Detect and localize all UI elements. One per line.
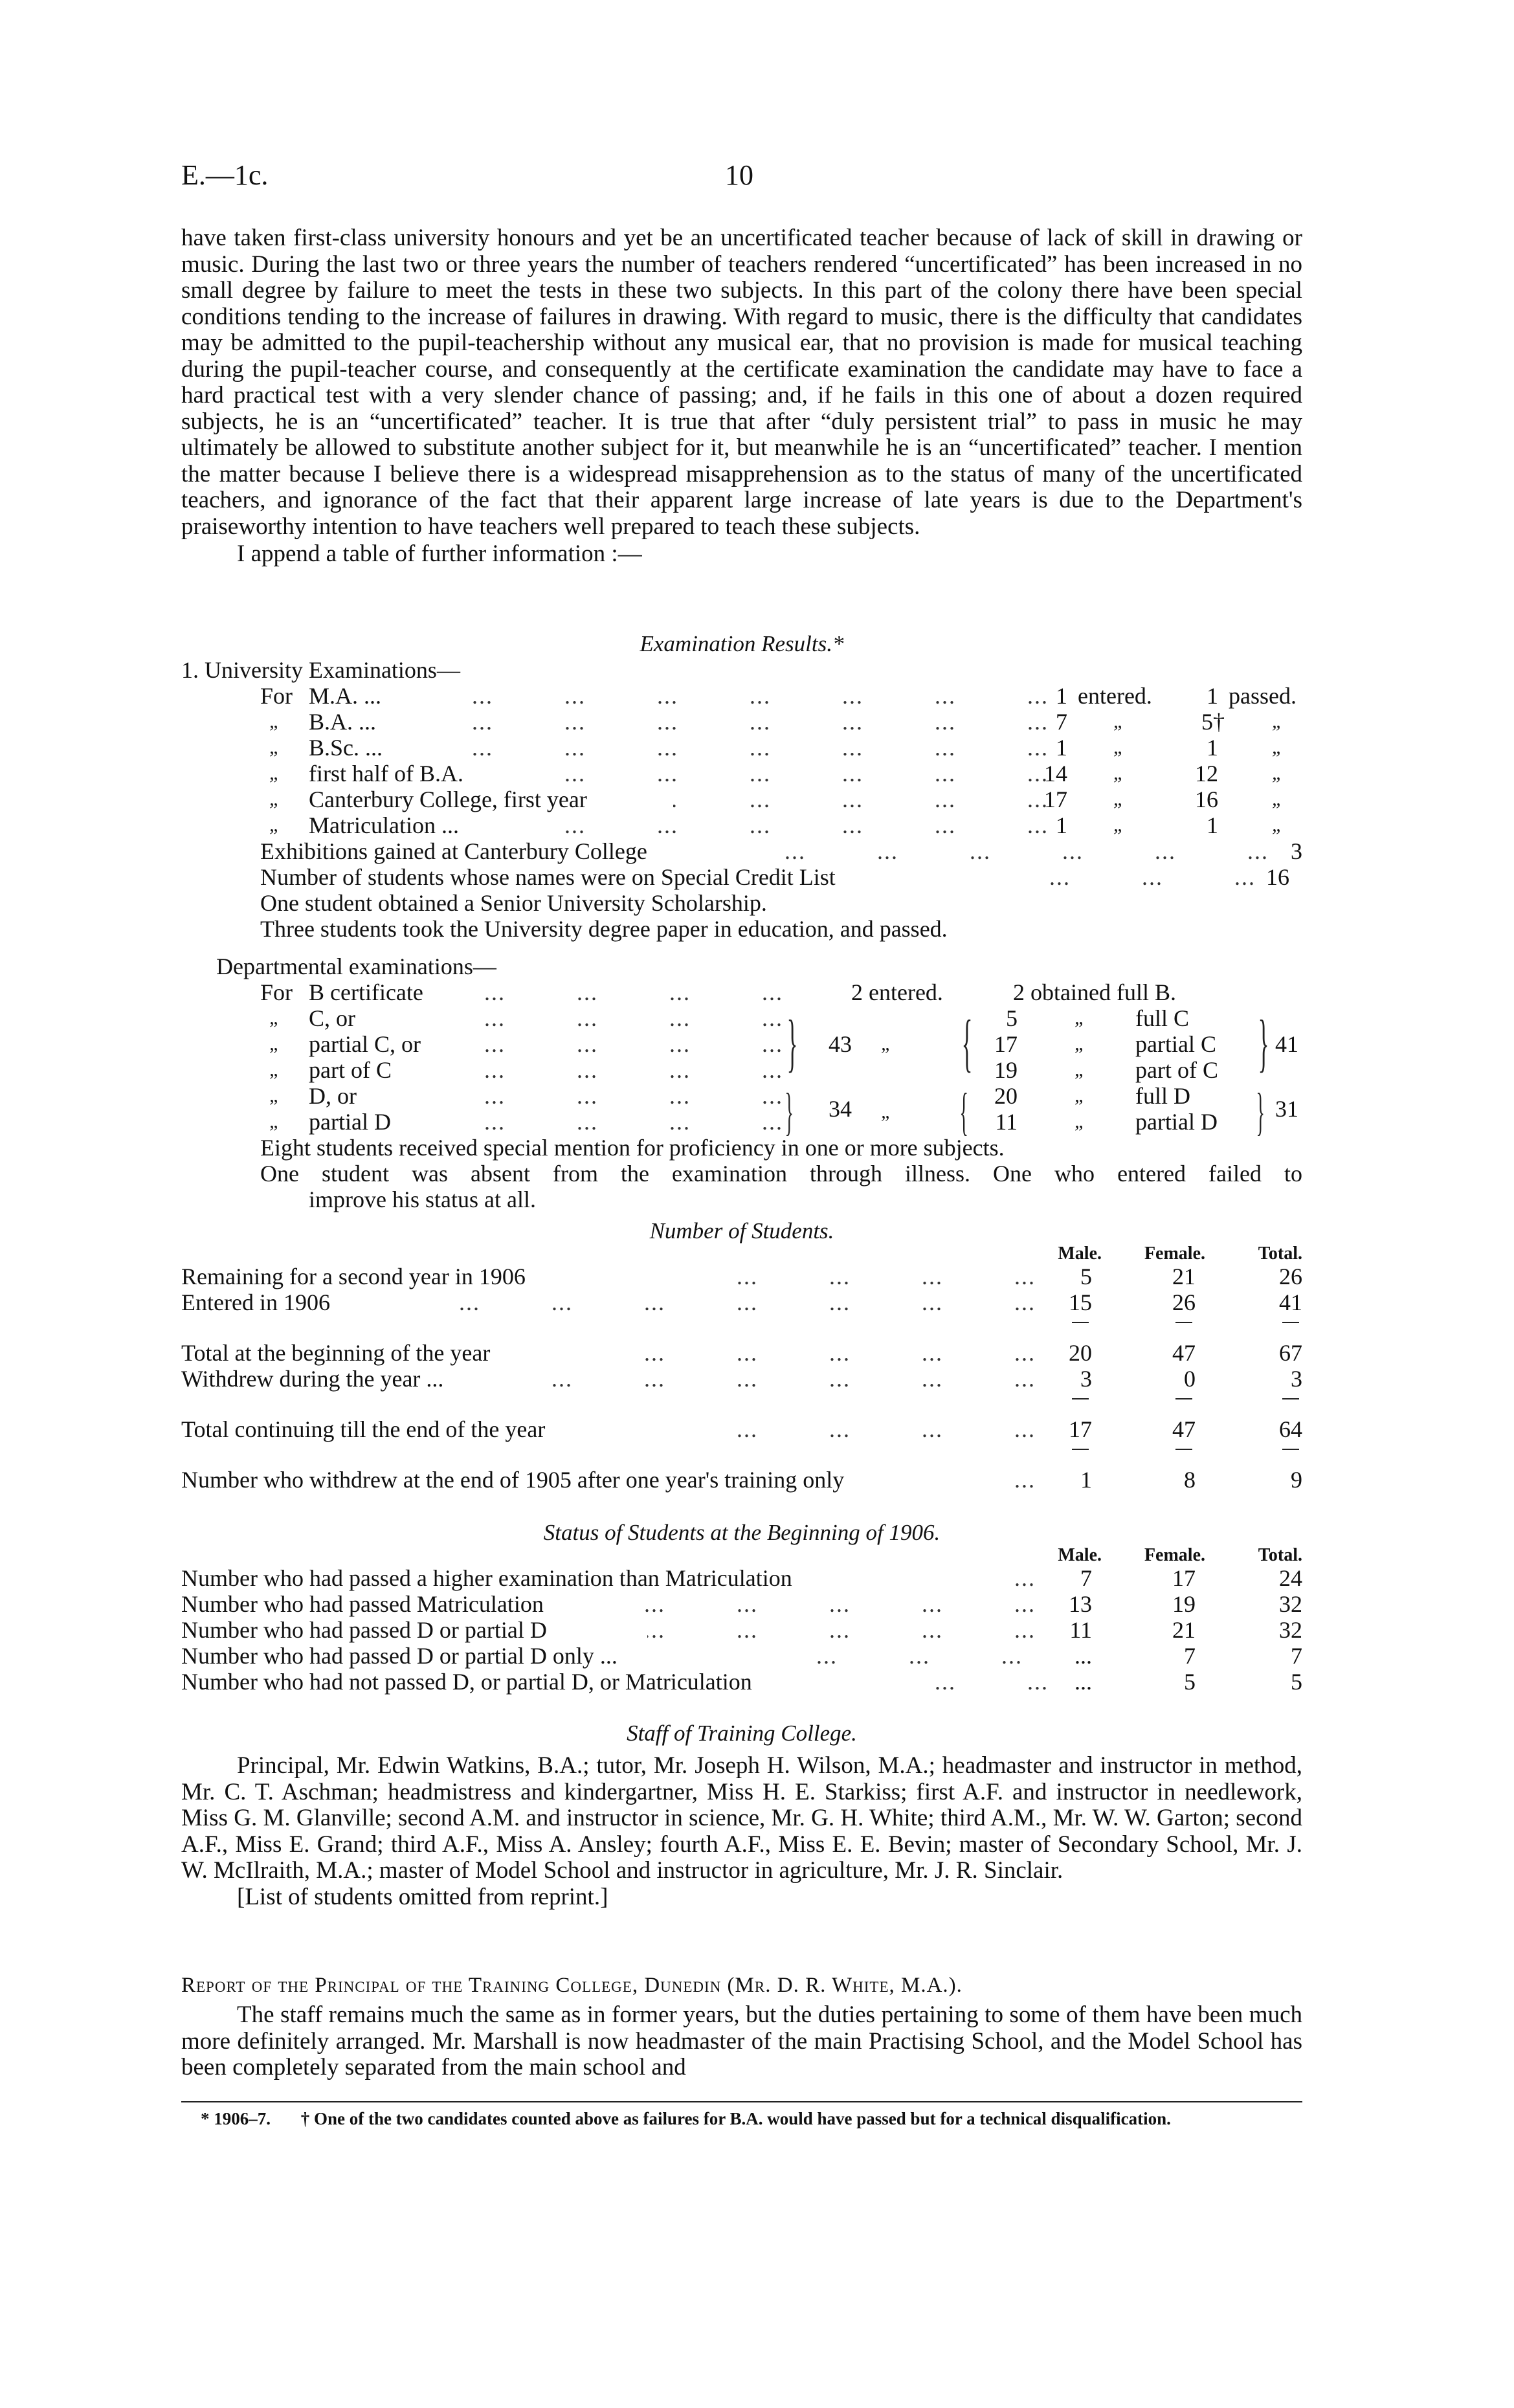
right-brace: } <box>1258 1007 1269 1078</box>
body-section <box>181 225 1302 568</box>
separator-dashes <box>181 1392 1302 1416</box>
intro-paragraph: have taken first-class university honours and yet be an uncertificated teacher because of lack of skill in drawing or music. During the last two or three years the number of teachers rendered “uncertificated” has been increased in no small degree by failure to meet the tests in these two subjects. In this part of the colony there have been special conditions tending to the increase of failures in drawing. With regard to music, there is the difficulty that candidates may be admitted to the pupil-teachership without any musical ear, that no provision is made for musical teaching during the pupil-teacher course, and consequently at the certificate examination the candidate may have to face a hard practical test with a very slender chance of passing; and, if he fails in this one of about a dozen required subjects, he is an “uncertificated” teacher. It is true that after “duly persistent trial” to pass in music he may ultimately be allowed to substitute another subject for it, but meanwhile he is an “uncertificated” teacher. I mention the matter because I believe there is a widespread misapprehension as to the status of many of the uncertificated teachers, and ignorance of the fact that their apparent large increase of late years is due to the Department's praiseworthy intention to have teachers well prepared to teach these subjects. <box>181 225 1302 540</box>
exam-results-title: Examination Results.* <box>640 631 844 656</box>
dept-note: improve his status at all. <box>309 1187 536 1212</box>
table-row: Entered in 1906 ... 15 26 41 <box>181 1289 1302 1315</box>
c-total: 41 <box>1275 1031 1298 1057</box>
right-brace: } <box>1256 1084 1265 1141</box>
d-total: 31 <box>1275 1096 1298 1122</box>
table-row: Withdrew during the year ... ... 3 0 3 <box>181 1366 1302 1392</box>
special-credit-row: Number of students whose names were on Special Credit List ... 16 <box>181 864 1302 890</box>
table-row: Number who had passed a higher examination than Matriculation ... 7 17 24 <box>181 1565 1302 1591</box>
note: One student obtained a Senior University Scholarship. <box>260 890 767 916</box>
append-line: I append a table of further information :— <box>237 541 642 567</box>
table-title: Number of Students. <box>649 1218 834 1243</box>
staff-title: Staff of Training College. <box>627 1721 857 1746</box>
dept-note: Eight students received special mention for proficiency in one or more subjects. <box>260 1135 1005 1161</box>
page-number: 10 <box>725 159 753 191</box>
footnote-star: * 1906–7. <box>201 2109 271 2128</box>
exhibitions-row: Exhibitions gained at Canterbury College ... 3 <box>181 838 1302 864</box>
c-entered: 43 <box>829 1031 852 1057</box>
examination-results <box>181 631 1302 1212</box>
university-row: „ B.Sc. ... ... 1 „ 1 „ <box>181 735 1302 761</box>
report-paragraph: The staff remains much the same as in former years, but the duties pertaining to some of them have been much more definitely arranged. Mr. Marshall is now headmaster of the main Practising School, and the Model School has been completely separated from the main school and <box>181 2001 1302 2080</box>
omitted-note: [List of students omitted from reprint.] <box>237 1883 608 1910</box>
table-row: Remaining for a second year in 1906 ... 5 21 26 <box>181 1264 1302 1289</box>
table-row: Number who had passed D or partial D only ... ... ... 7 7 <box>181 1643 1302 1669</box>
university-row: „ first half of B.A. ... 14 „ 12 „ <box>181 761 1302 786</box>
footnote-rule <box>181 2101 1302 2102</box>
table-row: Number who had not passed D, or partial D, or Matriculation ... ... 5 5 <box>181 1669 1302 1695</box>
number-of-students-table: Number of Students. Male. Female. Total. Remaining for a second year in 1906 ... 5 21 26 Entered in 1906 ... 15 26 41 Total at the beginning of the year ... 20 47 67 Withdrew during the year ... ... 3 0 3 Total continuing till the end of the year ... 17 47 64 Number who withdrew at the end of 1905 after one year's training only ... 1 8 9 <box>181 1218 1302 1493</box>
note: Three students took the University degree paper in education, and passed. <box>260 916 948 942</box>
series-code: E.—1c. <box>181 159 269 191</box>
university-row: „ Matriculation ... ... 1 „ 1 „ <box>181 812 1302 838</box>
report-section <box>181 1971 1302 2081</box>
university-heading: 1. University Examinations— <box>181 657 460 683</box>
table-row: Number who had passed Matriculation ... 13 19 32 <box>181 1591 1302 1617</box>
right-brace: } <box>786 1007 798 1078</box>
university-row: „ Canterbury College, first year ... 17 „ 16 „ <box>181 786 1302 812</box>
departmental-heading: Departmental examinations— <box>216 953 496 979</box>
footnotes <box>181 2108 1302 2130</box>
leader-dots <box>427 683 1049 709</box>
table-title: Status of Students at the Beginning of 1906. <box>543 1520 941 1545</box>
departmental-cd-table: „ C, or ... „ partial C, or ... „ part of C ... } 43 „ { 5 17 19 „ „ „ full C partial C part of C } 41 „ D, or ... „ partial D ... } 34 „ { 20 11 „ „ full D partial D } 31 <box>181 1005 1302 1135</box>
left-brace: { <box>959 1084 968 1141</box>
status-of-students-table: Status of Students at the Beginning of 1906. Male. Female. Total. Number who had passed a higher examination than Matriculation ... 7 17 24 Number who had passed Matriculation ... 13 19 32 Number who had passed D or partial D ... 11 21 32 Number who had passed D or partial D only ... ... ... 7 7 Number who had not passed D, or partial D, or Matriculation ... ... 5 5 <box>181 1520 1302 1695</box>
dept-note: One student was absent from the examination through illness. One who entered failed to <box>260 1161 1302 1187</box>
footnote-dagger: † One of the two candidates counted above as failures for B.A. would have passed but for a technical disqualification. <box>300 2109 1171 2128</box>
b-cert-row: For B certificate ... 2 entered. 2 obtained full B. <box>181 979 1302 1005</box>
left-brace: { <box>961 1007 973 1078</box>
table-row: Number who had passed D or partial D ... 11 21 32 <box>181 1617 1302 1643</box>
separator-dashes <box>181 1442 1302 1467</box>
university-row: „ B.A. ... ... 7 „ 5† „ <box>181 709 1302 735</box>
table-row: Total at the beginning of the year ... 20 47 67 <box>181 1340 1302 1366</box>
separator-dashes <box>181 1315 1302 1340</box>
right-brace: } <box>785 1084 794 1141</box>
report-title: Report of the Principal of the Training College, Dunedin (Mr. D. R. White, M.A.). <box>181 1974 963 1997</box>
staff-section <box>181 1721 1302 1910</box>
university-row: For M.A. ... ... 1 entered. 1 passed. <box>181 683 1302 709</box>
staff-paragraph: Principal, Mr. Edwin Watkins, B.A.; tutor, Mr. Joseph H. Wilson, M.A.; headmaster and instructor in method, Mr. C. T. Aschman; headmistress and kindergartner, Miss H. E. Starkiss; first A.F. and instructor in needlework, Miss G. M. Glanville; second A.M. and instructor in science, Mr. G. H. White; third A.M., Mr. W. W. Garton; second A.F., Miss E. Grand; third A.F., Miss A. Ansley; fourth A.F., Miss E. E. Bevin; master of Secondary School, Mr. J. W. McIlraith, M.A.; master of Model School and instructor in agriculture, Mr. J. R. Sinclair. <box>181 1752 1303 1884</box>
table-row: Total continuing till the end of the year ... 17 47 64 <box>181 1416 1302 1442</box>
table-row: Number who withdrew at the end of 1905 after one year's training only ... 1 8 9 <box>181 1467 1302 1493</box>
d-entered: 34 <box>829 1096 852 1122</box>
